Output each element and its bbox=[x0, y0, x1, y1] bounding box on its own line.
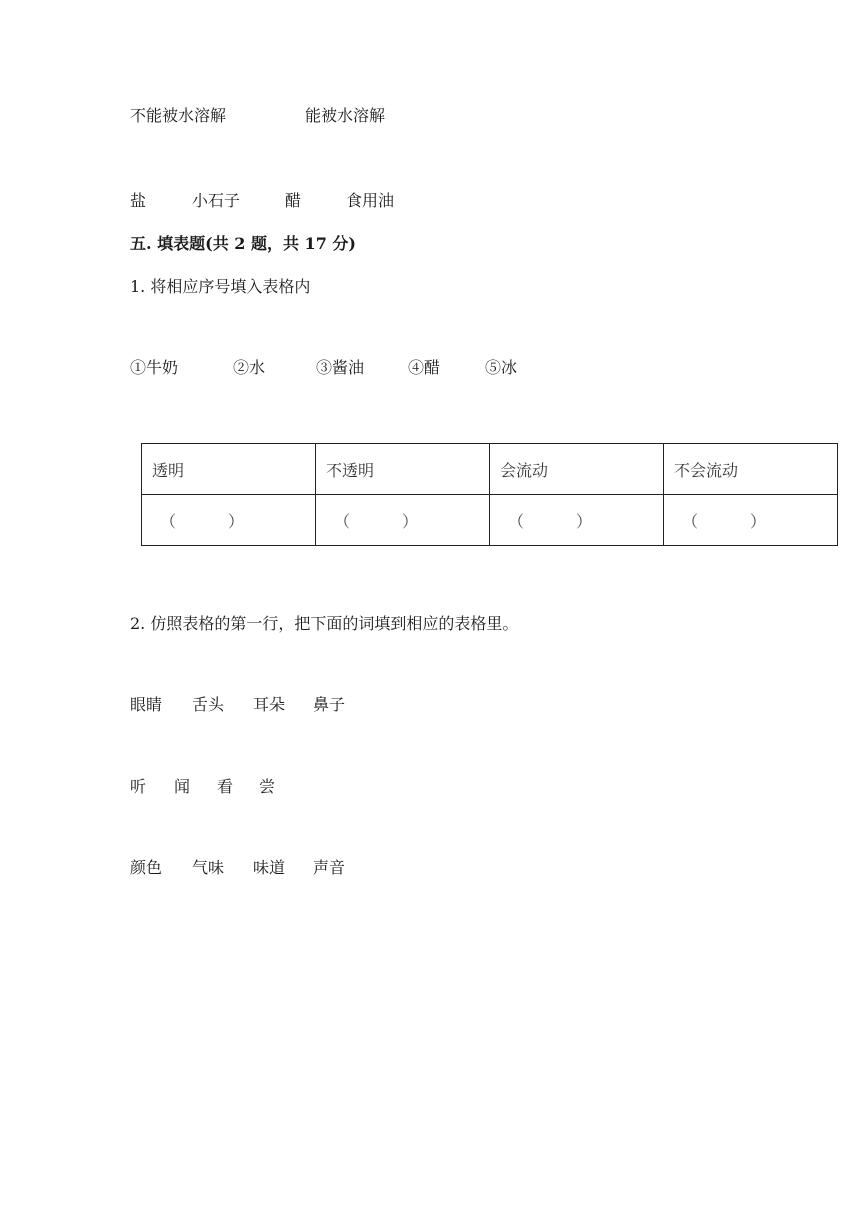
solubility-items bbox=[130, 191, 394, 211]
blank-open-paren: （ bbox=[682, 511, 699, 531]
blank-open-paren: （ bbox=[508, 511, 525, 531]
answer-blank-flows[interactable] bbox=[490, 495, 664, 546]
table-answer-row bbox=[142, 495, 838, 546]
word-flavor: 味道 bbox=[253, 858, 286, 877]
header-flows: 会流动 bbox=[490, 444, 664, 495]
header-transparent: 透明 bbox=[142, 444, 316, 495]
header-opaque: 不透明 bbox=[316, 444, 490, 495]
item-vinegar: 醋 bbox=[285, 191, 302, 210]
blank-close-paren: ） bbox=[402, 511, 419, 531]
table-header-row bbox=[142, 444, 838, 495]
question-2-organs bbox=[130, 695, 345, 715]
question-1-options bbox=[130, 358, 517, 378]
word-sound: 声音 bbox=[313, 858, 346, 877]
category-soluble: 能被水溶解 bbox=[305, 106, 386, 125]
item-cooking-oil: 食用油 bbox=[346, 191, 395, 210]
answer-blank-opaque[interactable] bbox=[316, 495, 490, 546]
blank-open-paren: （ bbox=[160, 511, 177, 531]
blank-close-paren: ） bbox=[750, 511, 767, 531]
word-look: 看 bbox=[217, 777, 234, 796]
option-water: ②水 bbox=[233, 358, 266, 377]
item-pebble: 小石子 bbox=[192, 191, 241, 210]
blank-close-paren: ） bbox=[576, 511, 593, 531]
word-color: 颜色 bbox=[130, 858, 163, 877]
word-tongue: 舌头 bbox=[192, 695, 225, 714]
question-1-table bbox=[141, 443, 838, 546]
word-listen: 听 bbox=[130, 777, 147, 796]
word-taste: 尝 bbox=[259, 777, 276, 796]
question-2-senses bbox=[130, 858, 345, 878]
word-odor: 气味 bbox=[192, 858, 225, 877]
answer-blank-does-not-flow[interactable] bbox=[664, 495, 838, 546]
question-2-prompt: 2. 仿照表格的第一行，把下面的词填到相应的表格里。 bbox=[130, 614, 519, 633]
answer-blank-transparent[interactable] bbox=[142, 495, 316, 546]
word-smell: 闻 bbox=[174, 777, 191, 796]
option-vinegar: ④醋 bbox=[408, 358, 441, 377]
option-ice: ⑤冰 bbox=[485, 358, 518, 377]
word-nose: 鼻子 bbox=[313, 695, 346, 714]
solubility-categories bbox=[130, 106, 385, 126]
option-milk: ①牛奶 bbox=[130, 358, 179, 377]
header-does-not-flow: 不会流动 bbox=[664, 444, 838, 495]
word-ears: 耳朵 bbox=[253, 695, 286, 714]
category-insoluble: 不能被水溶解 bbox=[130, 106, 227, 125]
section-title: 五. 填表题(共 2 题，共 17 分) bbox=[130, 234, 356, 253]
word-eyes: 眼睛 bbox=[130, 695, 163, 714]
blank-open-paren: （ bbox=[334, 511, 351, 531]
blank-close-paren: ） bbox=[228, 511, 245, 531]
question-1-prompt: 1. 将相应序号填入表格内 bbox=[130, 277, 311, 296]
item-salt: 盐 bbox=[130, 191, 147, 210]
question-2-verbs bbox=[130, 777, 275, 797]
option-soy-sauce: ③酱油 bbox=[316, 358, 365, 377]
